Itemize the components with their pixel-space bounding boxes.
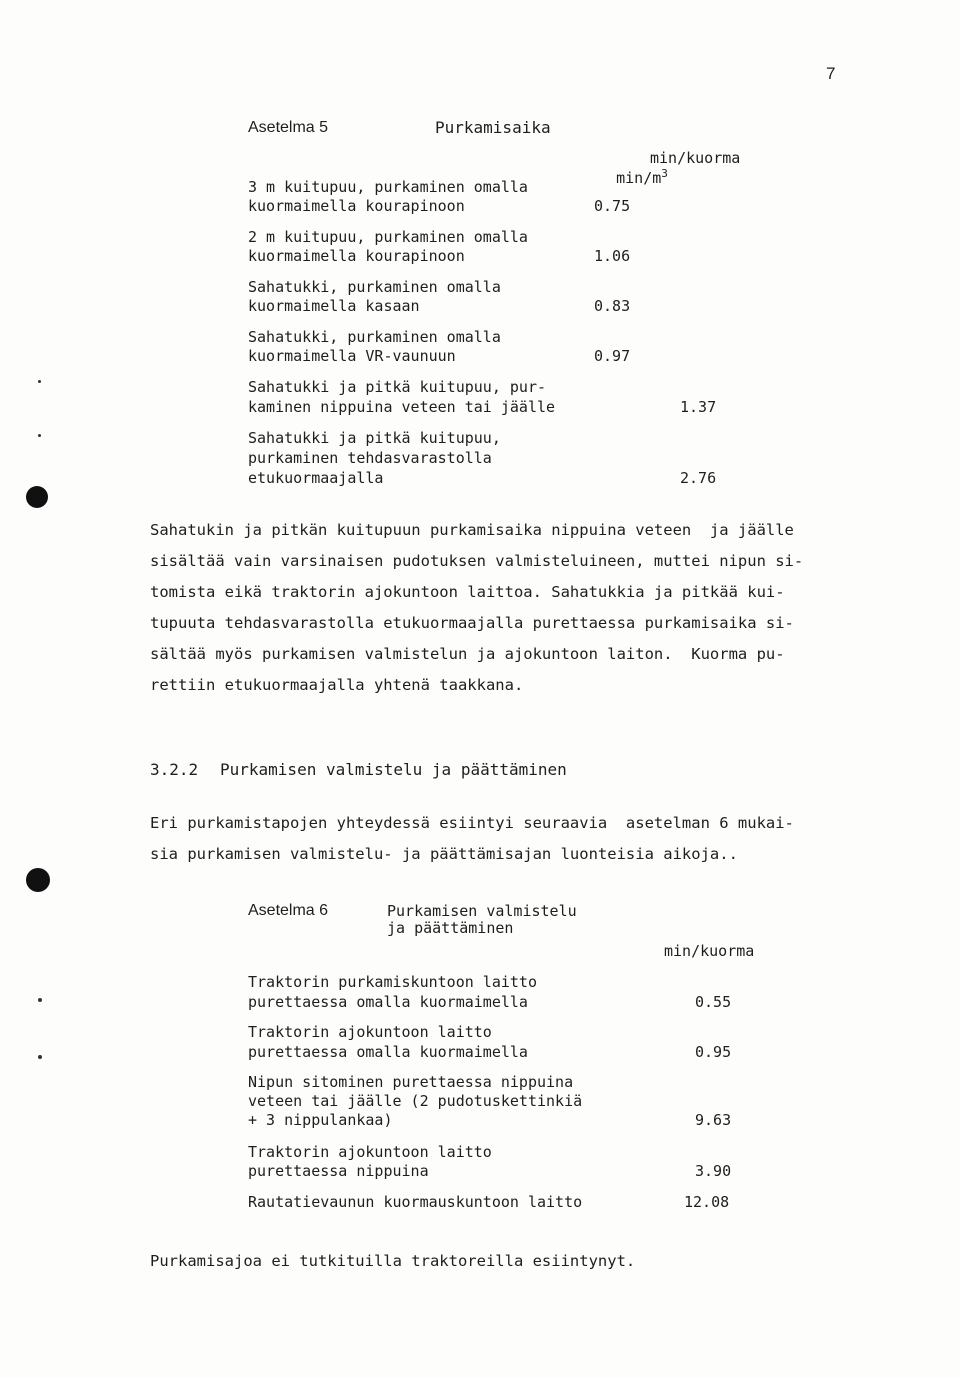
table-6-row-desc: Nipun sitominen purettaessa nippuina [248, 1073, 574, 1091]
table-6-title: Purkamisen valmistelu [387, 902, 577, 920]
table-6-row-value: 0.55 [695, 993, 732, 1011]
scan-mark [38, 434, 41, 437]
table-5-row-desc: etukuormaajalla [248, 469, 384, 487]
unit-m3-text: min/m [616, 169, 662, 187]
table-5-row-desc: purkaminen tehdasvarastolla [248, 449, 492, 467]
table-5-row-desc: kuormaimella kourapinoon [248, 247, 465, 265]
table-5-row-value: 2.76 [680, 469, 717, 487]
table-5-row-desc: Sahatukki, purkaminen omalla [248, 278, 501, 296]
table-5-row-desc: kuormaimella kourapinoon [248, 197, 465, 215]
table-6-row-desc: Traktorin ajokuntoon laitto [248, 1023, 492, 1041]
table-6-row-desc: purettaessa nippuina [248, 1162, 429, 1180]
binder-hole-bottom [26, 868, 50, 892]
table-6-row-desc: Traktorin ajokuntoon laitto [248, 1143, 492, 1161]
paragraph-line: Sahatukin ja pitkän kuitupuun purkamisaika nippuina veteen ja jäälle [150, 521, 794, 539]
table-5-row-value: 0.83 [594, 297, 631, 315]
table-5-row-desc: Sahatukki ja pitkä kuitupuu, pur- [248, 378, 547, 396]
table-5-row-desc: 3 m kuitupuu, purkaminen omalla [248, 178, 528, 196]
scan-mark [38, 1055, 42, 1059]
section-number: 3.2.2 [150, 760, 199, 779]
table-6-row-desc: veteen tai jäälle (2 pudotuskettinkiä [248, 1092, 583, 1110]
table-6-row-desc: Rautatievaunun kuormauskuntoon laitto [248, 1193, 583, 1211]
table-6-row-value: 3.90 [695, 1162, 732, 1180]
footer-note: Purkamisajoa ei tutkituilla traktoreilla esiintynyt. [150, 1252, 636, 1270]
page-number: 7 [826, 64, 836, 83]
unit-m3-superscript: 3 [661, 167, 668, 180]
table-5-row-value: 1.06 [594, 247, 631, 265]
table-6-label: Asetelma 6 [248, 902, 329, 919]
paragraph-line: sia purkamisen valmistelu- ja päättämisajan luonteisia aikoja.. [150, 845, 738, 863]
paragraph-line: tomista eikä traktorin ajokuntoon laittoa. Sahatukkia ja pitkää kui- [150, 583, 785, 601]
paragraph-line: sältää myös purkamisen valmistelun ja ajokuntoon laiton. Kuorma pu- [150, 645, 785, 663]
table-6-row-desc: + 3 nippulankaa) [248, 1111, 393, 1129]
table-5-unit-load: min/kuorma [650, 149, 741, 167]
table-5-row-desc: kaminen nippuina veteen tai jäälle [248, 398, 556, 416]
table-6-title: ja päättäminen [387, 919, 514, 937]
table-5-row-desc: kuormaimella VR-vaunuun [248, 347, 456, 365]
binder-hole-top [26, 486, 48, 508]
table-6-row-desc: Traktorin purkamiskuntoon laitto [248, 973, 537, 991]
paragraph-line: rettiin etukuormaajalla yhtenä taakkana. [150, 676, 524, 694]
paragraph-line: tupuuta tehdasvarastolla etukuormaajalla purettaessa purkamisaika si- [150, 614, 794, 632]
paragraph-line: sisältää vain varsinaisen pudotuksen valmisteluineen, muttei nipun si- [150, 552, 804, 570]
table-5-label: Asetelma 5 [248, 119, 329, 136]
table-6-row-desc: purettaessa omalla kuormaimella [248, 993, 528, 1011]
table-5-row-desc: Sahatukki, purkaminen omalla [248, 328, 501, 346]
table-6-row-value: 0.95 [695, 1043, 732, 1061]
section-title: Purkamisen valmistelu ja päättäminen [220, 760, 567, 779]
table-5-row-value: 0.75 [594, 197, 631, 215]
table-5-row-desc: Sahatukki ja pitkä kuitupuu, [248, 429, 501, 447]
table-5-row-desc: 2 m kuitupuu, purkaminen omalla [248, 228, 528, 246]
table-5-row-desc: kuormaimella kasaan [248, 297, 420, 315]
table-5-title: Purkamisaika [435, 118, 551, 137]
table-6-row-desc: purettaessa omalla kuormaimella [248, 1043, 528, 1061]
paragraph-line: Eri purkamistapojen yhteydessä esiintyi seuraavia asetelman 6 mukai- [150, 814, 794, 832]
table-5-row-value: 0.97 [594, 347, 631, 365]
table-6-row-value: 9.63 [695, 1111, 732, 1129]
scan-mark [38, 998, 42, 1002]
table-6-row-value: 12.08 [684, 1193, 730, 1211]
table-6-unit: min/kuorma [664, 942, 755, 960]
scan-mark [38, 380, 41, 383]
table-5-row-value: 1.37 [680, 398, 717, 416]
